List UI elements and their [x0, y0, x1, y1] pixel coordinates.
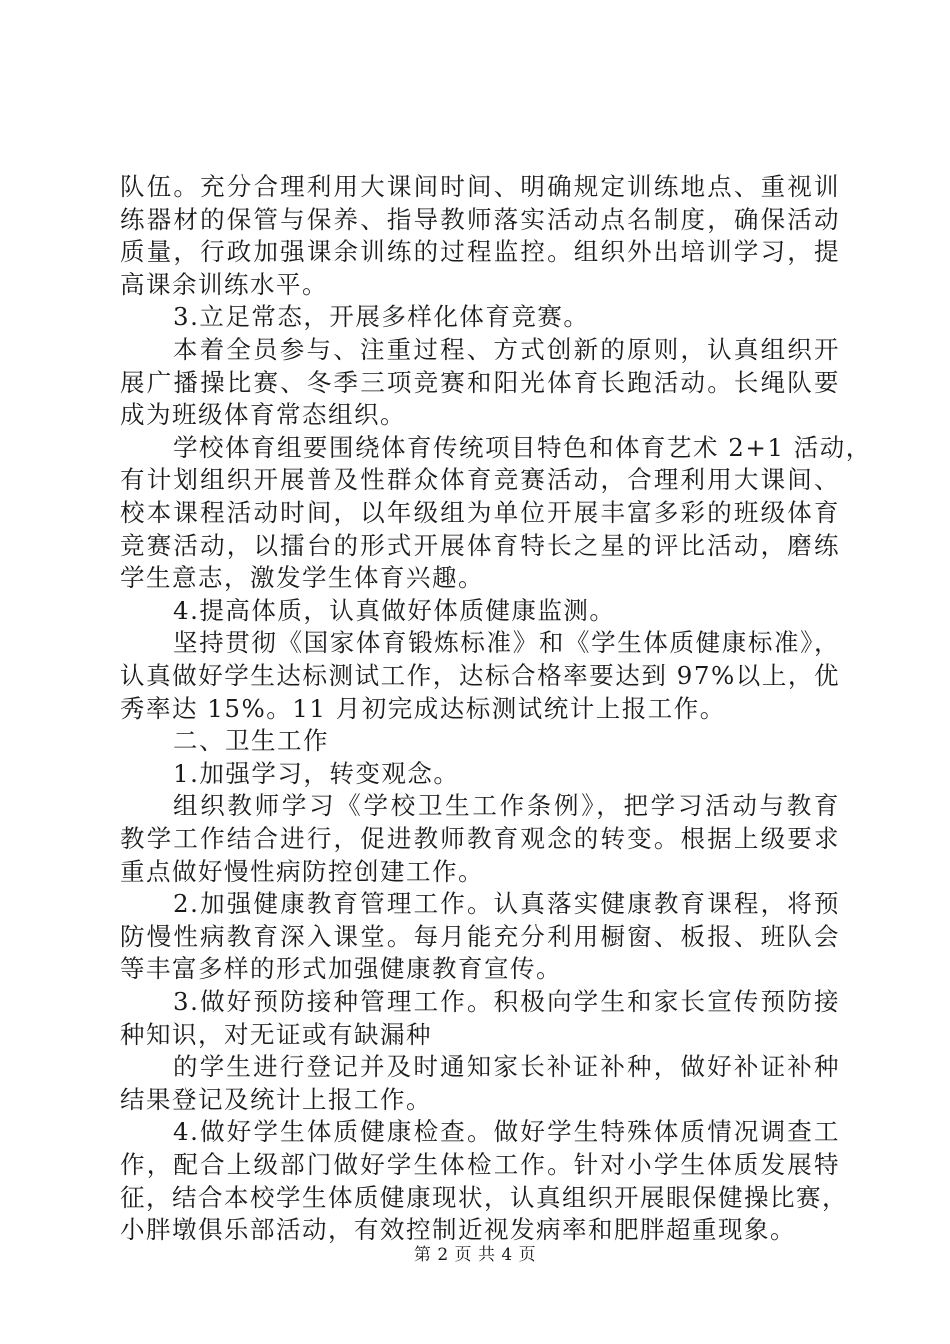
- text-line: 的学生进行登记并及时通知家长补证补种，做好补证补种: [173, 1052, 840, 1082]
- text-line: 征，结合本校学生体质健康现状，认真组织开展眼保健操比赛，: [120, 1182, 848, 1212]
- text-line: 重点做好慢性病防控创建工作。: [120, 856, 484, 886]
- text-line: 学校体育组要围绕体育传统项目特色和体育艺术 2+1 活动，: [173, 432, 872, 462]
- text-line: 本着全员参与、注重过程、方式创新的原则，认真组织开: [173, 335, 840, 364]
- text-line: 有计划组织开展普及性群众体育竞赛活动，合理利用大课间、: [120, 465, 840, 495]
- text-line: 认真做好学生达标测试工作，达标合格率要达到 97%以上，优: [120, 661, 840, 690]
- text-line: 二、卫生工作: [173, 726, 329, 756]
- text-line: 防慢性病教育深入课堂。每月能充分利用橱窗、板报、班队会: [120, 921, 840, 951]
- text-line: 4.提高体质，认真做好体质健康监测。: [173, 595, 616, 625]
- text-line: 种知识，对无证或有缺漏种: [120, 1019, 432, 1049]
- text-line: 展广播操比赛、冬季三项竞赛和阳光体育长跑活动。长绳队要: [120, 367, 840, 397]
- text-line: 质量，行政加强课余训练的过程监控。组织外出培训学习，提: [120, 237, 840, 267]
- text-line: 等丰富多样的形式加强健康教育宣传。: [120, 954, 562, 984]
- text-line: 秀率达 15%。11 月初完成达标测试统计上报工作。: [120, 693, 726, 723]
- page-footer: 第 2 页 共 4 页: [413, 1245, 537, 1265]
- text-line: 成为班级体育常态组织。: [120, 400, 406, 430]
- text-line: 2.加强健康教育管理工作。认真落实健康教育课程，将预: [173, 889, 840, 919]
- text-line: 竞赛活动，以擂台的形式开展体育特长之星的评比活动，磨练: [120, 530, 840, 560]
- text-line: 教学工作结合进行，促进教师教育观念的转变。根据上级要求: [120, 824, 840, 853]
- text-line: 高课余训练水平。: [120, 269, 328, 299]
- text-line: 坚持贯彻《国家体育锻炼标准》和《学生体质健康标准》，: [173, 628, 840, 658]
- text-line: 小胖墩俱乐部活动，有效控制近视发病率和肥胖超重现象。: [120, 1215, 796, 1245]
- text-line: 1.加强学习，转变观念。: [173, 758, 460, 788]
- text-line: 校本课程活动时间，以年级组为单位开展丰富多彩的班级体育: [120, 498, 840, 527]
- text-line: 结果登记及统计上报工作。: [120, 1084, 432, 1114]
- text-line: 3.做好预防接种管理工作。积极向学生和家长宣传预防接: [173, 987, 840, 1016]
- text-line: 作，配合上级部门做好学生体检工作。针对小学生体质发展特: [120, 1150, 840, 1179]
- text-line: 4.做好学生体质健康检查。做好学生特殊体质情况调查工: [173, 1117, 840, 1147]
- text-line: 练器材的保管与保养、指导教师落实活动点名制度，确保活动: [120, 204, 840, 234]
- text-line: 3.立足常态，开展多样化体育竞赛。: [173, 302, 590, 332]
- text-line: 组织教师学习《学校卫生工作条例》，把学习活动与教育: [173, 791, 840, 821]
- text-line: 学生意志，激发学生体育兴趣。: [120, 563, 484, 593]
- text-line: 队伍。充分合理利用大课间时间、明确规定训练地点、重视训: [120, 172, 840, 201]
